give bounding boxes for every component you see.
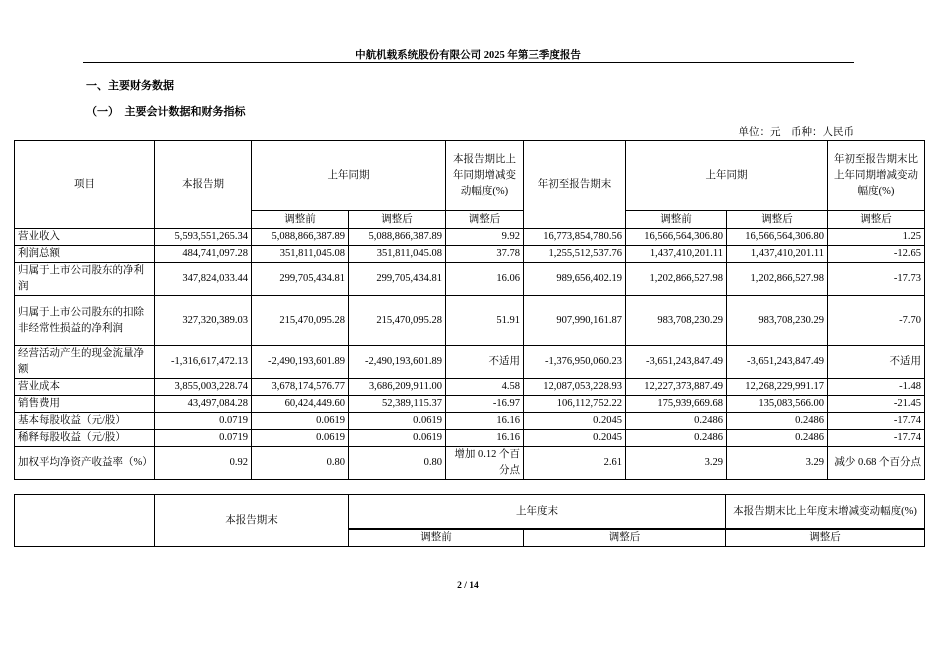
cell-prior-before: 215,470,095.28: [252, 296, 349, 346]
cell-ytd-change: -21.45: [828, 396, 925, 413]
cell-prior-after: 0.80: [349, 447, 446, 480]
col-header-prior-period: 上年同期: [252, 141, 446, 211]
cell-ytd-change: -17.74: [828, 413, 925, 430]
col-header-period-end: 本报告期末: [155, 495, 349, 547]
cell-prior-after: 52,389,115.37: [349, 396, 446, 413]
cell-prior-after: 0.0619: [349, 413, 446, 430]
col-subheader-change-after: 调整后: [726, 530, 925, 547]
cell-ytd-after: 0.2486: [727, 413, 828, 430]
col-subheader-before: 调整前: [252, 211, 349, 229]
section-heading-accounting-data: （一） 主要会计数据和财务指标: [86, 106, 246, 118]
cell-current: 43,497,084.28: [155, 396, 252, 413]
cell-ytd-before: 16,566,564,306.80: [626, 229, 727, 246]
cell-ytd-change: 1.25: [828, 229, 925, 246]
cell-ytd-before: 175,939,669.68: [626, 396, 727, 413]
cell-prior-before: 5,088,866,387.89: [252, 229, 349, 246]
col-subheader-ytd-change-after: 调整后: [828, 211, 925, 229]
col-header-last-year-end: 上年度末: [349, 495, 726, 529]
report-header: 中航机载系统股份有限公司 2025 年第三季度报告: [355, 50, 581, 61]
cell-ytd-change: -1.48: [828, 379, 925, 396]
col-header-period-end-change: 本报告期末比上年度末增减变动幅度(%): [726, 495, 925, 529]
row-label: 归属于上市公司股东的净利润: [15, 263, 155, 296]
row-label: 利润总额: [15, 246, 155, 263]
cell-ytd-after: -3,651,243,847.49: [727, 346, 828, 379]
table-row: [15, 396, 925, 413]
cell-prior-before: 0.80: [252, 447, 349, 480]
col-header-ytd-prior: 上年同期: [626, 141, 828, 211]
cell-ytd-after: 135,083,566.00: [727, 396, 828, 413]
col-subheader-change-after: 调整后: [446, 211, 524, 229]
cell-ytd-change: 不适用: [828, 346, 925, 379]
cell-current: 484,741,097.28: [155, 246, 252, 263]
cell-prior-before: 3,678,174,576.77: [252, 379, 349, 396]
cell-change: -16.97: [446, 396, 524, 413]
cell-current: -1,316,617,472.13: [155, 346, 252, 379]
cell-ytd-before: 12,227,373,887.49: [626, 379, 727, 396]
col-subheader-before: 调整前: [349, 530, 524, 547]
table-row: [15, 447, 925, 480]
cell-prior-before: 351,811,045.08: [252, 246, 349, 263]
cell-current: 327,320,389.03: [155, 296, 252, 346]
main-financial-table: [14, 140, 925, 480]
cell-ytd-before: 983,708,230.29: [626, 296, 727, 346]
cell-prior-after: 0.0619: [349, 430, 446, 447]
cell-change: 16.06: [446, 263, 524, 296]
row-label: 销售费用: [15, 396, 155, 413]
col-subheader-ytd-after: 调整后: [727, 211, 828, 229]
cell-prior-before: -2,490,193,601.89: [252, 346, 349, 379]
cell-change: 不适用: [446, 346, 524, 379]
cell-change: 16.16: [446, 430, 524, 447]
table-row: [15, 263, 925, 296]
cell-prior-after: -2,490,193,601.89: [349, 346, 446, 379]
row-label: 营业成本: [15, 379, 155, 396]
cell-prior-after: 299,705,434.81: [349, 263, 446, 296]
cell-current: 3,855,003,228.74: [155, 379, 252, 396]
cell-ytd-after: 12,268,229,991.17: [727, 379, 828, 396]
row-label: 营业收入: [15, 229, 155, 246]
cell-ytd-before: 1,437,410,201.11: [626, 246, 727, 263]
cell-ytd-change: -17.73: [828, 263, 925, 296]
table-row: [15, 229, 925, 246]
cell-prior-after: 3,686,209,911.00: [349, 379, 446, 396]
cell-prior-after: 5,088,866,387.89: [349, 229, 446, 246]
cell-current: 5,593,551,265.34: [155, 229, 252, 246]
page-number: 2 / 14: [457, 581, 479, 591]
cell-change: 37.78: [446, 246, 524, 263]
cell-prior-before: 299,705,434.81: [252, 263, 349, 296]
cell-ytd-after: 1,202,866,527.98: [727, 263, 828, 296]
col-header-ytd-change: 年初至报告期末比上年同期增减变动幅度(%): [828, 141, 925, 211]
cell-change: 增加 0.12 个百分点: [446, 447, 524, 480]
cell-ytd-change: -17.74: [828, 430, 925, 447]
cell-ytd-before: 0.2486: [626, 413, 727, 430]
cell-ytd-after: 983,708,230.29: [727, 296, 828, 346]
cell-prior-before: 60,424,449.60: [252, 396, 349, 413]
cell-ytd-before: 0.2486: [626, 430, 727, 447]
cell-ytd-after: 16,566,564,306.80: [727, 229, 828, 246]
cell-prior-before: 0.0619: [252, 430, 349, 447]
cell-ytd: -1,376,950,060.23: [524, 346, 626, 379]
table-row: [15, 346, 925, 379]
cell-ytd: 12,087,053,228.93: [524, 379, 626, 396]
row-label: 加权平均净资产收益率（%）: [15, 447, 155, 480]
cell-ytd: 16,773,854,780.56: [524, 229, 626, 246]
table-row: [15, 413, 925, 430]
cell-ytd-after: 3.29: [727, 447, 828, 480]
col-subheader-after: 调整后: [349, 211, 446, 229]
table-row: [15, 430, 925, 447]
col-subheader-after: 调整后: [524, 530, 726, 547]
cell-ytd-change: -7.70: [828, 296, 925, 346]
cell-prior-after: 351,811,045.08: [349, 246, 446, 263]
cell-prior-after: 215,470,095.28: [349, 296, 446, 346]
cell-change: 9.92: [446, 229, 524, 246]
cell-change: 51.91: [446, 296, 524, 346]
cell-current: 0.0719: [155, 430, 252, 447]
bottom-blank-cell: [15, 495, 155, 547]
col-header-period-change: 本报告期比上年同期增减变动幅度(%): [446, 141, 524, 211]
cell-current: 0.0719: [155, 413, 252, 430]
col-subheader-ytd-before: 调整前: [626, 211, 727, 229]
col-header-item: 项目: [15, 141, 155, 229]
cell-ytd: 0.2045: [524, 430, 626, 447]
col-header-current-period: 本报告期: [155, 141, 252, 229]
row-label: 稀释每股收益（元/股）: [15, 430, 155, 447]
table-row: [15, 246, 925, 263]
header-rule: [83, 62, 854, 63]
cell-ytd: 106,112,752.22: [524, 396, 626, 413]
cell-current: 347,824,033.44: [155, 263, 252, 296]
table-row: [15, 296, 925, 346]
row-label: 经营活动产生的现金流量净额: [15, 346, 155, 379]
cell-ytd: 989,656,402.19: [524, 263, 626, 296]
unit-currency-note: 单位：元 币种：人民币: [738, 127, 854, 138]
cell-current: 0.92: [155, 447, 252, 480]
cell-ytd: 0.2045: [524, 413, 626, 430]
section-heading-main-financial-data: 一、主要财务数据: [86, 80, 174, 92]
cell-ytd: 2.61: [524, 447, 626, 480]
cell-ytd-after: 0.2486: [727, 430, 828, 447]
table-row: [15, 379, 925, 396]
cell-ytd: 1,255,512,537.76: [524, 246, 626, 263]
cell-ytd-after: 1,437,410,201.11: [727, 246, 828, 263]
cell-prior-before: 0.0619: [252, 413, 349, 430]
cell-ytd-before: 1,202,866,527.98: [626, 263, 727, 296]
cell-ytd: 907,990,161.87: [524, 296, 626, 346]
cell-ytd-before: -3,651,243,847.49: [626, 346, 727, 379]
cell-ytd-change: -12.65: [828, 246, 925, 263]
col-header-ytd: 年初至报告期末: [524, 141, 626, 229]
row-label: 归属于上市公司股东的扣除非经常性损益的净利润: [15, 296, 155, 346]
cell-change: 4.58: [446, 379, 524, 396]
row-label: 基本每股收益（元/股）: [15, 413, 155, 430]
cell-change: 16.16: [446, 413, 524, 430]
cell-ytd-change: 减少 0.68 个百分点: [828, 447, 925, 480]
cell-ytd-before: 3.29: [626, 447, 727, 480]
balance-sheet-header-table: [14, 494, 925, 547]
